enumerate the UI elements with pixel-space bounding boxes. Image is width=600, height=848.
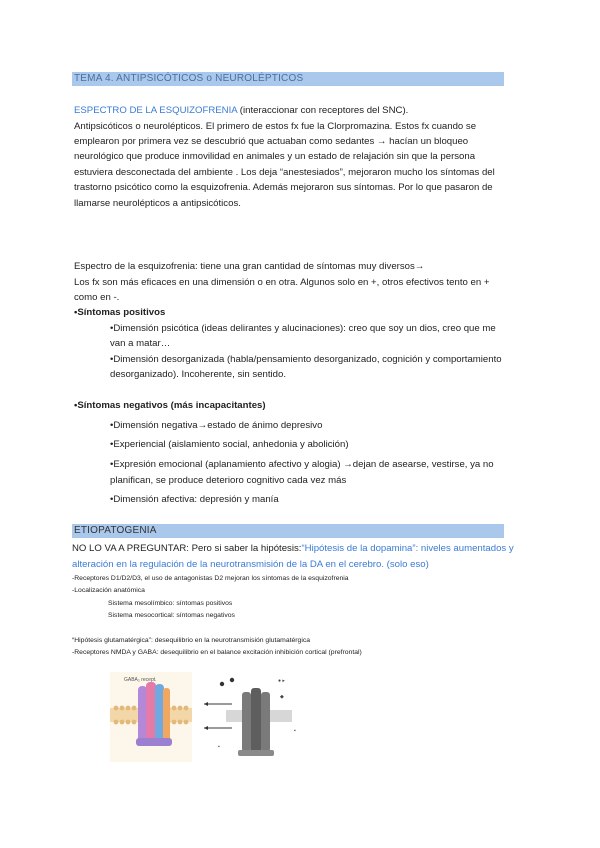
intro-line: Antipsicóticos o neurolépticos. El primero de estos fx fue la Clorpromazina. Estos fx cuando se xyxy=(74,121,477,132)
receptor-line: -Receptores D1/D2/D3, el uso de antagonistas D2 mejoran los síntomas de la esquizofrenia xyxy=(72,575,349,582)
figure-left-label: GABA₂ recept. xyxy=(124,677,157,683)
svg-text:◆: ◆ xyxy=(280,694,284,700)
positive-symptoms-title: •Síntomas positivos xyxy=(74,307,166,318)
svg-text:▪: ▪ xyxy=(294,728,296,734)
positive-item: desorganizado). Incoherente, sin sentido. xyxy=(110,369,286,380)
etiology-plain: NO LO VA A PREGUNTAR: Pero si saber la hipótesis: xyxy=(72,543,302,554)
intro-line: neurológico que produce inmovilidad en animales y un estado de relajación sin que la persona xyxy=(74,151,476,162)
title-bar xyxy=(72,72,504,86)
etiology-bar xyxy=(72,524,504,538)
positive-item: van a matar… xyxy=(110,338,171,349)
intro-heading-line xyxy=(74,103,408,119)
negative-symptoms-title: •Síntomas negativos (más incapacitantes) xyxy=(74,400,266,411)
negative-item: planifican, se produce deterioro cognitivo cada vez más xyxy=(110,475,347,486)
etiology-line: alteración en la regulación de la neurotransmisión de la DA en el cerebro. (solo eso) xyxy=(72,559,429,570)
intro-line: emplearon por primera vez se descubrió que actuaban como sedantes → hacían un bloqueo xyxy=(74,136,469,147)
receptor-figure xyxy=(108,670,348,765)
spectrum-line: Espectro de la esquizofrenia: tiene una gran cantidad de síntomas muy diversos→ xyxy=(74,261,425,272)
etiology-line xyxy=(72,541,514,557)
etiology-blue: “Hipótesis de la dopamina”: niveles aumentados y xyxy=(301,543,514,554)
glutamate-line: “Hipótesis glutamatérgica”: desequilibrio en la neurotransmisión glutamatérgica xyxy=(72,637,311,644)
svg-text:● ▸: ● ▸ xyxy=(278,678,285,684)
intro-heading-rest: (interaccionar con receptores del SNC). xyxy=(237,105,409,116)
intro-line: trastorno psicótico como la esquizofrenia. Además mejoraron sus síntomas. Por lo que pasaron de xyxy=(74,182,493,193)
positive-item: •Dimensión psicótica (ideas delirantes y alucinaciones): creo que soy un dios, creo que me xyxy=(110,323,496,334)
receptor-figure-svg xyxy=(108,670,348,765)
positive-item: •Dimensión desorganizada (habla/pensamiento desorganizado, cognición y comportamiento xyxy=(110,354,502,365)
intro-line: estuviera desconectada del ambiente . Los deja “anestesiados”, mejoraron mucho los síntomas del xyxy=(74,167,495,178)
receptor-line: Sistema mesolímbico: síntomas positivos xyxy=(108,600,233,607)
intro-line: llamarse neurolépticos a antipsicóticos. xyxy=(74,198,241,209)
spectrum-line: como en -. xyxy=(74,292,120,303)
glutamate-line: -Receptores NMDA y GABA: desequilibrio en el balance excitación inhibición cortical (prefrontal) xyxy=(72,649,362,656)
svg-text:▪: ▪ xyxy=(218,744,220,750)
negative-item: •Expresión emocional (aplanamiento afectivo y alogia) →dejan de asearse, vestirse, ya no xyxy=(110,459,494,470)
etiology-heading: ETIOPATOGENIA xyxy=(74,525,157,536)
negative-item: •Experiencial (aislamiento social, anhedonia y abolición) xyxy=(110,439,349,450)
spectrum-line: Los fx son más eficaces en una dimensión o en otra. Algunos solo en +, otros efectivos tento en + xyxy=(74,277,490,288)
negative-item: •Dimensión afectiva: depresión y manía xyxy=(110,494,279,505)
receptor-line: Sistema mesocortical: síntomas negativos xyxy=(108,612,235,619)
negative-item: •Dimensión negativa→estado de ánimo depresivo xyxy=(110,420,323,431)
page-title: TEMA 4. ANTIPSICÓTICOS o NEUROLÉPTICOS xyxy=(74,73,304,84)
receptor-line: -Localización anatómica xyxy=(72,587,145,594)
intro-heading: ESPECTRO DE LA ESQUIZOFRENIA xyxy=(74,105,238,116)
